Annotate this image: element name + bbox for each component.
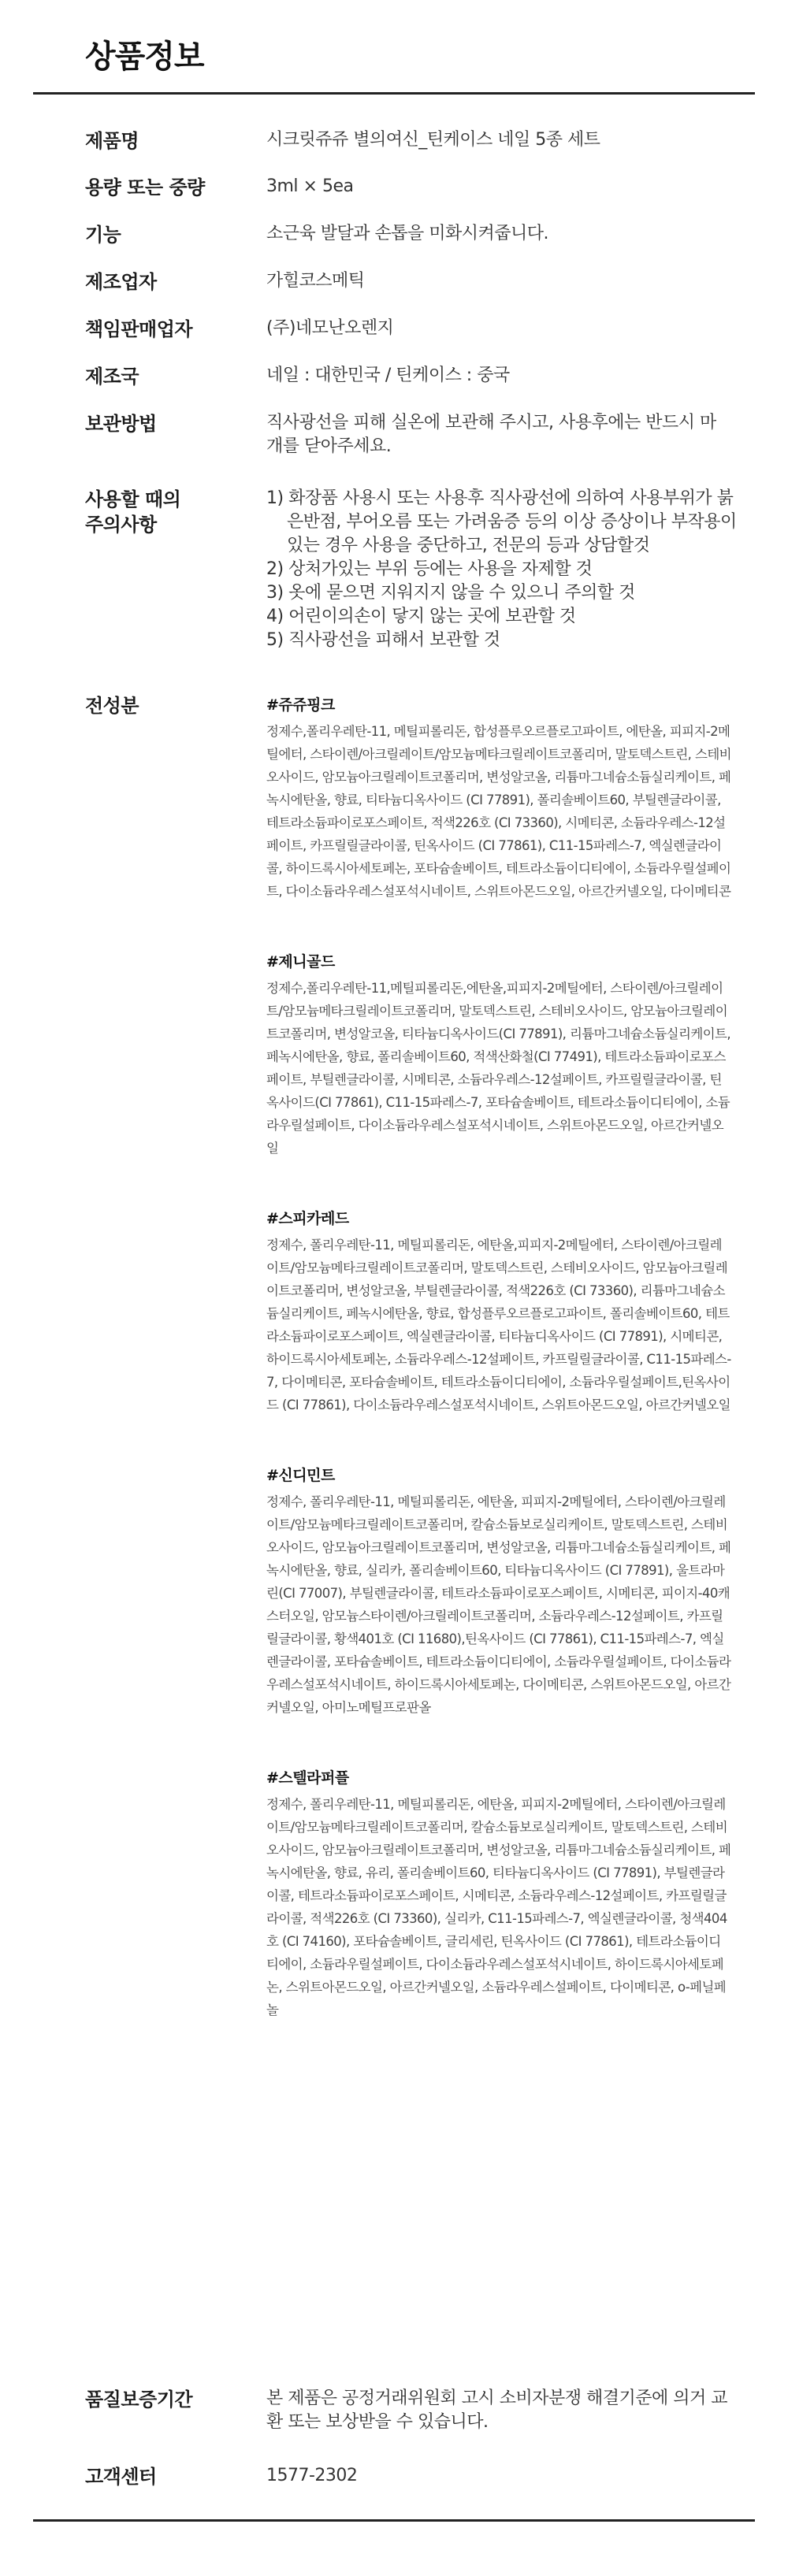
caution-item: 3) 옷에 묻으면 지워지지 않을 수 있으니 주의할 것 bbox=[266, 583, 635, 603]
caution-item: 2) 상처가있는 부위 등에는 사용을 자제할 것 bbox=[266, 559, 593, 579]
ingredient-name: #제니골드 bbox=[266, 953, 335, 971]
value-customer-center: 1577-2302 bbox=[266, 2466, 358, 2485]
row-origin bbox=[85, 364, 747, 389]
value-distributor: (주)네모난오렌지 bbox=[266, 318, 394, 338]
page-title: 상품정보 bbox=[85, 39, 204, 75]
value-warranty: 본 제품은 공정거래위원회 고시 소비자분쟁 해결기준에 의거 교환 또는 보상받을 수 있습니다. bbox=[266, 2389, 728, 2432]
ingredient-text: 정제수,폴리우레탄-11,메틸피롤리돈,에탄올,피피지-2메틸에터, 스타이렌/아크릴레이트/암모늄메타크릴레이트코폴리머, 말토덱스트린, 스테비오사이드, 암모늄아크릴레이트코폴리머, 변성알코올, 티타늄디옥사이드(CI 77891), 리튬마그네슘소듐실리케이트, 페녹시에탄올, 향료, 폴리솔베이트60, 적색산화철(CI 77491), 테트라소듐파이로포스페이트, 부틸렌글라이콜, 시메티콘, 소듐라우레스-12설페이트, 카프릴릴글라이콜, 틴옥사이드(CI 77861), C11-15파레스-7, 포타슘솔베이트, 테트라소듐이디티에이, 소듐라우릴설페이트, 다이소듐라우레스설포석시네이트, 스위트아몬드오일, 아르간커넬오일 bbox=[266, 981, 731, 1156]
label-origin: 제조국 bbox=[85, 366, 139, 388]
row-warranty bbox=[85, 2387, 747, 2434]
value-storage: 직사광선을 피해 실온에 보관해 주시고, 사용후에는 반드시 마개를 닫아주세요. bbox=[266, 413, 716, 456]
ingredients-wrap bbox=[266, 693, 731, 2021]
label-customer-center: 고객센터 bbox=[85, 2466, 157, 2488]
ingredient-name: #신디민트 bbox=[266, 1467, 335, 1484]
ingredient-text: 정제수,폴리우레탄-11, 메틸피롤리돈, 합성플루오르플로고파이트, 에탄올, 피피지-2메틸에터, 스타이렌/아크릴레이트/암모늄메타크릴레이트코폴리머, 말토덱스트린, 스테비오사이드, 암모늄아크릴레이트코폴리머, 변성알코올, 리튬마그네슘소듐실리케이트, 페녹시에탄올, 향료, 티타늄디옥사이드 (CI 77891), 폴리솔베이트60, 부틸렌글라이콜, 테트라소듐파이로포스페이트, 적색226호 (CI 73360), 시메티콘, 소듐라우레스-12설페이트, 카프릴릴글라이콜, 틴옥사이드 (CI 77861), C11-15파레스-7, 엑실렌글라이콜, 하이드록시아세토페논, 포타슘솔베이트, 테트라소듐이디티에이, 소듐라우릴설페이트, 다이소듐라우레스설포석시네이트, 스위트아몬드오일, 아르간커넬오일, 다이메티콘 bbox=[266, 724, 731, 899]
ingredient-name: #쥬쥬핑크 bbox=[266, 696, 335, 714]
ingredient-block-gold bbox=[266, 950, 731, 1160]
label-ingredients: 전성분 bbox=[85, 695, 139, 717]
label-warranty: 품질보증기간 bbox=[85, 2389, 193, 2411]
label-cautions-line2: 주의사항 bbox=[85, 514, 157, 536]
label-cautions-line1: 사용할 때의 bbox=[85, 488, 181, 510]
ingredient-block-red bbox=[266, 1207, 731, 1416]
ingredient-text: 정제수, 폴리우레탄-11, 메틸피롤리돈, 에탄올, 피피지-2메틸에터, 스타이렌/아크릴레이트/암모늄메타크릴레이트코폴리머, 칼슘소듐보로실리케이트, 말토덱스트린, 스테비오사이드, 암모늄아크릴레이트코폴리머, 변성알코올, 리튬마그네슘소듐실리케이트, 페녹시에탄올, 향료, 유리, 폴리솔베이트60, 티타늄디옥사이드 (CI 77891), 부틸렌글라이콜, 테트라소듐파이로포스페이트, 시메티콘, 소듐라우레스-12설페이트, 카프릴릴글라이콜, 적색226호 (CI 73360), 실리카, C11-15파레스-7, 엑실렌글라이콜, 청색404호 (CI 74160), 포타슘솔베이트, 글리세린, 틴옥사이드 (CI 77861), 테트라소듐이디티에이, 소듐라우릴설페이트, 다이소듐라우레스설포석시네이트, 하이드록시아세토페논, 스위트아몬드오일, 아르간커넬오일, 소듐라우레스설페이트, 다이메티콘, o-페닐페놀 bbox=[266, 1797, 731, 2017]
label-cautions bbox=[85, 487, 266, 652]
label-volume: 용량 또는 중량 bbox=[85, 176, 205, 199]
caution-item: 1) 화장품 사용시 또는 사용후 직사광선에 의하여 사용부위가 붉은반점, 부어오름 또는 가려움증 등의 이상 증상이나 부작용이 있는 경우 사용을 중단하고, 전문의 등과 상담할것 bbox=[266, 488, 737, 555]
label-function: 기능 bbox=[85, 224, 121, 246]
row-customer-center bbox=[85, 2464, 747, 2489]
row-product-name bbox=[85, 128, 747, 154]
ingredient-block-pink bbox=[266, 693, 731, 903]
label-product-name: 제품명 bbox=[85, 130, 139, 152]
row-manufacturer bbox=[85, 269, 747, 295]
row-volume bbox=[85, 175, 747, 200]
ingredient-text: 정제수, 폴리우레탄-11, 메틸피롤리돈, 에탄올, 피피지-2메틸에터, 스타이렌/아크릴레이트/암모늄메타크릴레이트코폴리머, 칼슘소듐보로실리케이트, 말토덱스트린, 스테비오사이드, 암모늄아크릴레이트코폴리머, 변성알코올, 리튬마그네슘소듐실리케이트, 페녹시에탄올, 향료, 실리카, 폴리솔베이트60, 티타늄디옥사이드 (CI 77891), 울트라마린(CI 77007), 부틸렌글라이콜, 테트라소듐파이로포스페이트, 시메티콘, 피이지-40캐스터오일, 암모늄스타이렌/아크릴레이트코폴리머, 소듐라우레스-12설페이트, 카프릴릴글라이콜, 황색401호 (CI 11680),틴옥사이드 (CI 77861), C11-15파레스-7, 엑실렌글라이콜, 포타슘솔베이트, 테트라소듐이디티에이, 소듐라우릴설페이트, 다이소듐라우레스설포석시네이트, 하이드록시아세토페논, 다이메티콘, 스위트아몬드오일, 아르간커넬오일, 아미노메틸프로판올 bbox=[266, 1494, 731, 1715]
label-manufacturer: 제조업자 bbox=[85, 271, 157, 293]
ingredient-name: #스텔라퍼플 bbox=[266, 1769, 349, 1787]
bottom-divider bbox=[33, 2519, 755, 2522]
row-distributor bbox=[85, 317, 747, 342]
caution-item: 4) 어린이의손이 닿지 않는 곳에 보관할 것 bbox=[266, 607, 576, 626]
label-distributor: 책임판매업자 bbox=[85, 318, 193, 340]
value-function: 소근육 발달과 손톱을 미화시켜줍니다. bbox=[266, 224, 549, 243]
ingredient-block-purple bbox=[266, 1766, 731, 2021]
cautions-list bbox=[266, 487, 739, 652]
value-manufacturer: 가힐코스메틱 bbox=[266, 271, 365, 291]
label-storage: 보관방법 bbox=[85, 413, 157, 435]
value-volume: 3ml × 5ea bbox=[266, 176, 354, 196]
ingredient-block-mint bbox=[266, 1464, 731, 1719]
caution-item: 5) 직사광선을 피해서 보관할 것 bbox=[266, 630, 500, 650]
row-function bbox=[85, 222, 747, 247]
row-cautions bbox=[85, 487, 747, 652]
value-origin: 네일 : 대한민국 / 틴케이스 : 중국 bbox=[266, 366, 510, 385]
ingredient-name: #스피카레드 bbox=[266, 1210, 349, 1227]
row-ingredients bbox=[85, 693, 747, 2021]
row-storage bbox=[85, 411, 747, 458]
value-product-name: 시크릿쥬쥬 별의여신_틴케이스 네일 5종 세트 bbox=[266, 130, 600, 150]
cautions-list-wrap bbox=[266, 487, 747, 652]
ingredient-text: 정제수, 폴리우레탄-11, 메틸피롤리돈, 에탄올,피피지-2메틸에터, 스타이렌/아크릴레이트/암모늄메타크릴레이트코폴리머, 말토덱스트린, 스테비오사이드, 암모늄아크릴레이트코폴리머, 변성알코올, 부틸렌글라이콜, 적색226호 (CI 73360), 리튬마그네슘소듐실리케이트, 페녹시에탄올, 향료, 합성플루오르플로고파이트, 폴리솔베이트60, 테트라소듐파이로포스페이트, 엑실렌글라이콜, 티타늄디옥사이드 (CI 77891), 시메티콘, 하이드록시아세토페논, 소듐라우레스-12설페이트, 카프릴릴글라이콜, C11-15파레스-7, 다이메티콘, 포타슘솔베이트, 테트라소듐이디티에이, 소듐라우릴설페이트,틴옥사이드 (CI 77861), 다이소듐라우레스설포석시네이트, 스위트아몬드오일, 아르간커넬오일 bbox=[266, 1238, 731, 1412]
top-divider bbox=[33, 92, 755, 95]
